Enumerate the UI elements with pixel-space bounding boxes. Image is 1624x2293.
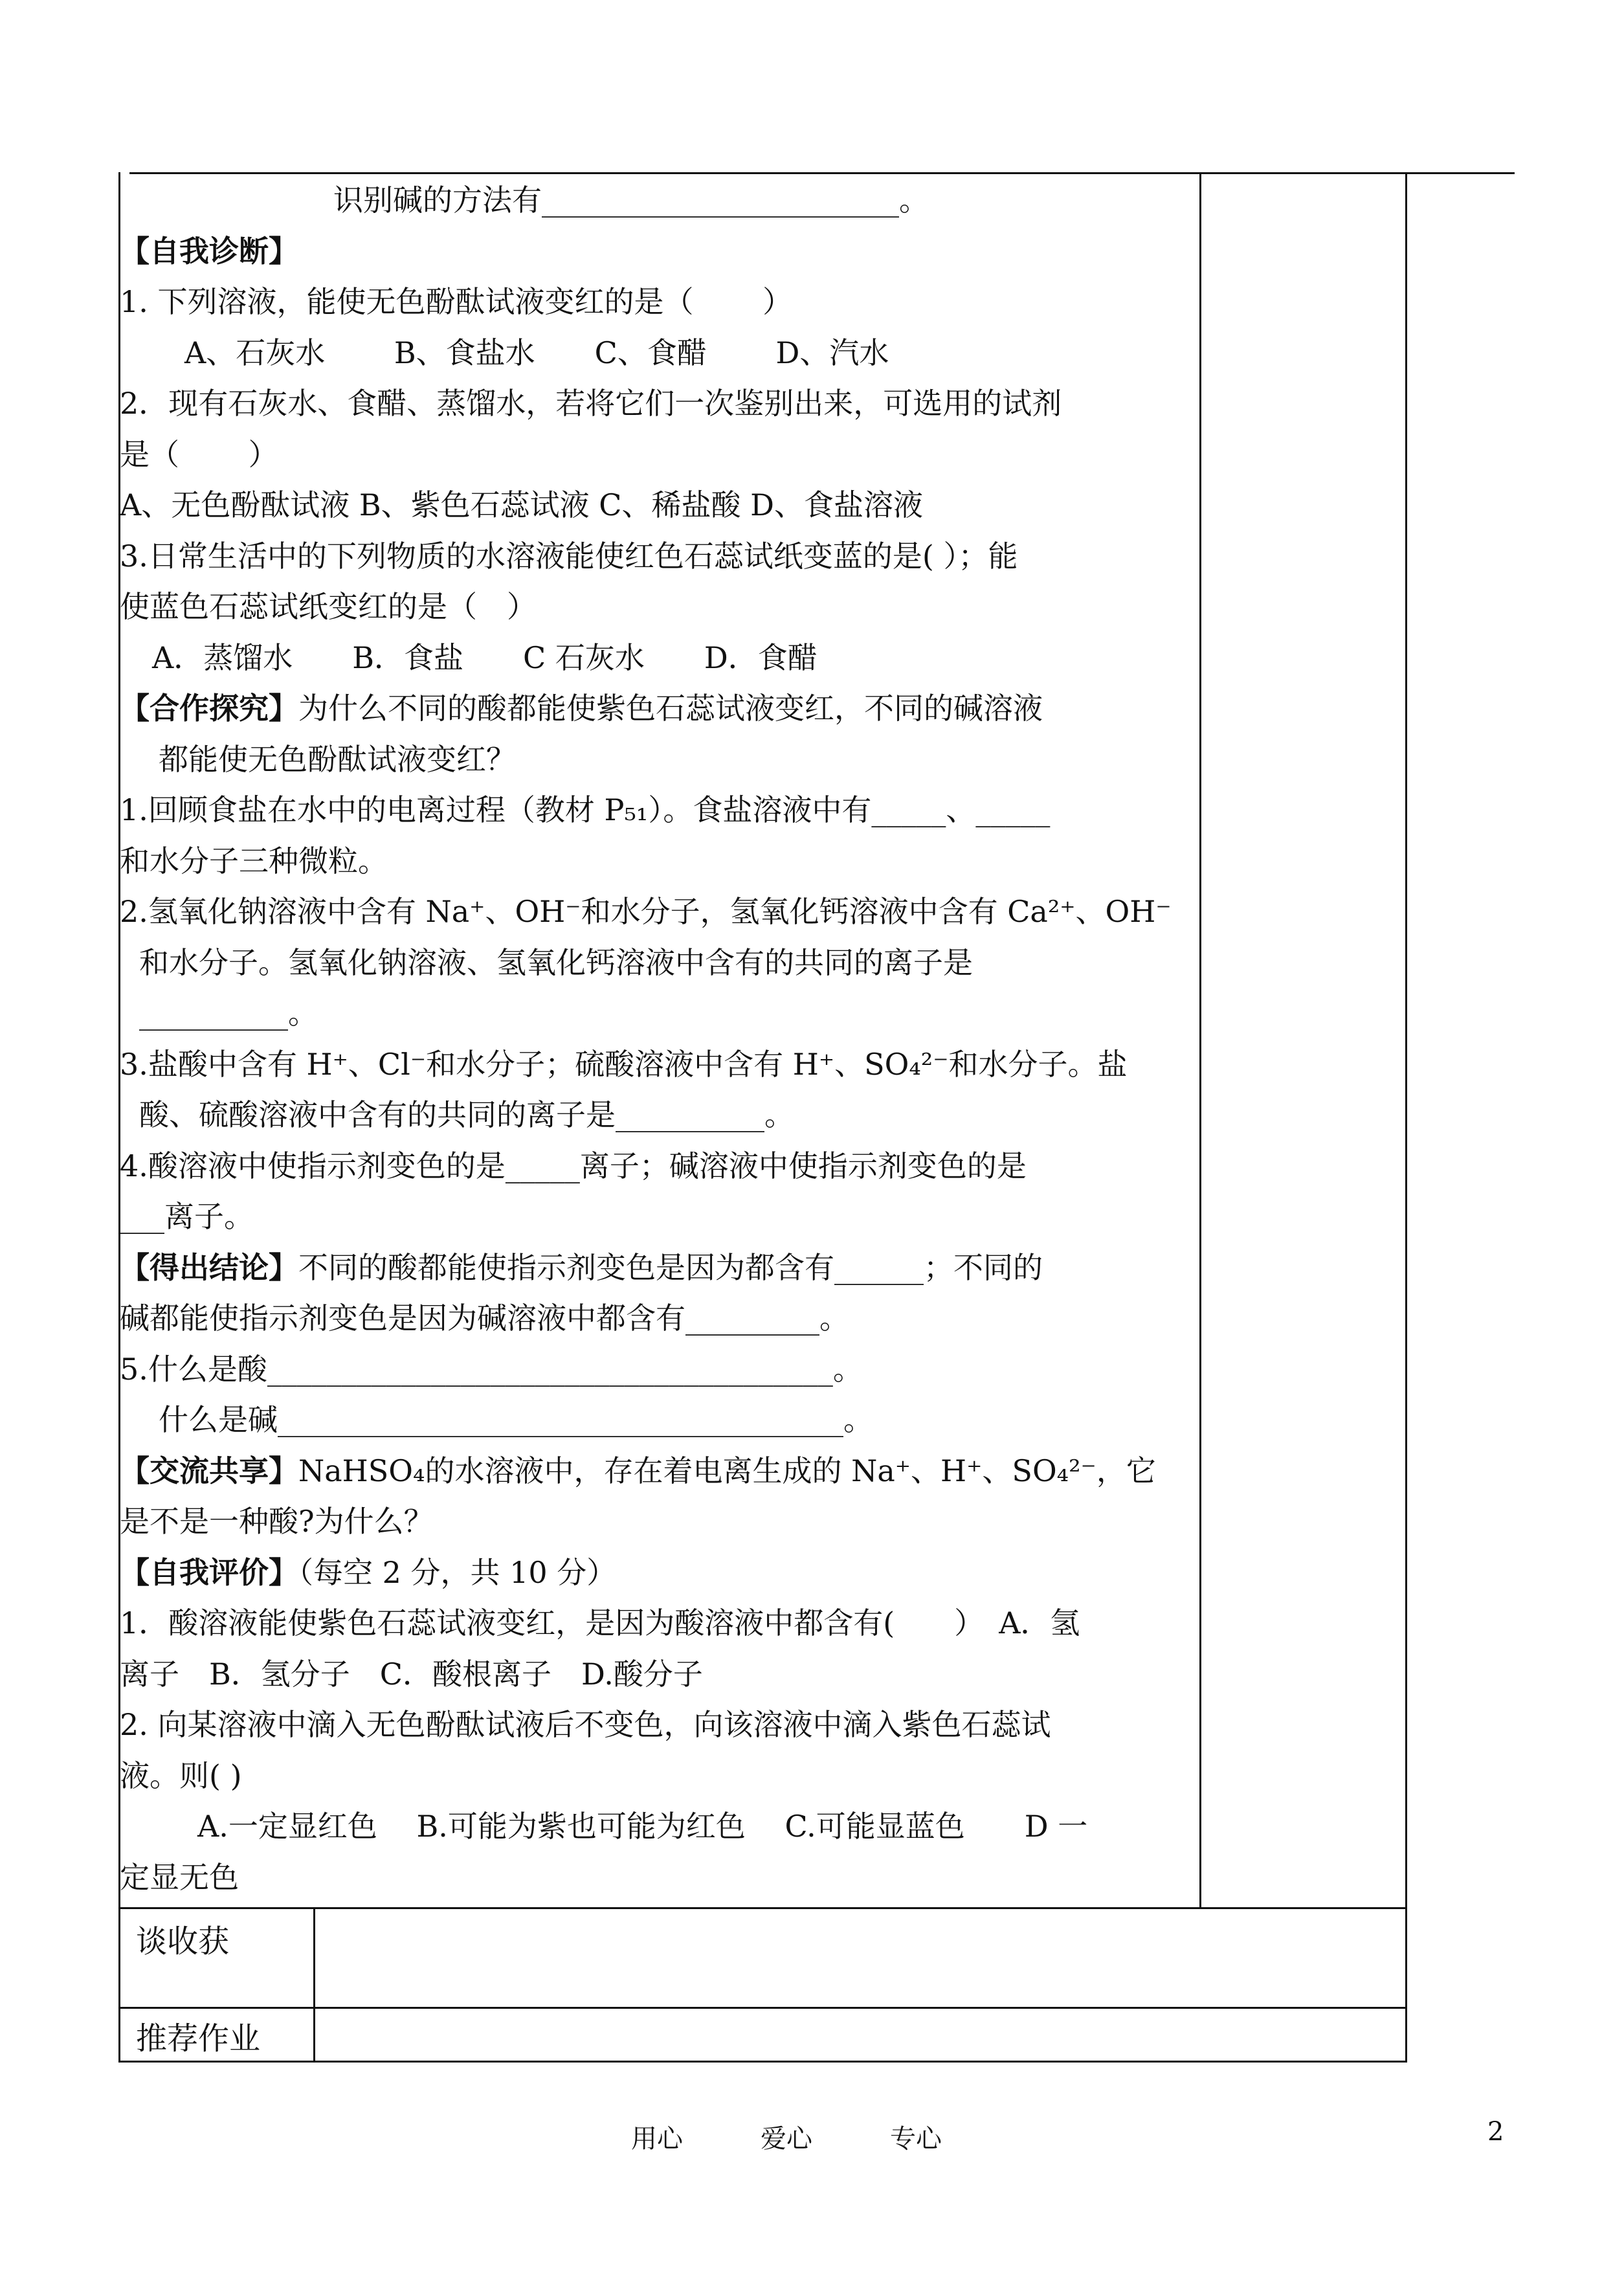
content-line: 4.酸溶液中使指示剂变色的是_____离子；碱溶液中使指示剂变色的是: [120, 1148, 1027, 1183]
content-line: 【自我诊断】: [120, 233, 298, 269]
content-line: 和水分子。氢氧化钠溶液、氢氧化钙溶液中含有的共同的离子是: [139, 945, 973, 980]
content-line: 都能使无色酚酞试液变红？: [159, 741, 516, 777]
content-line: A．蒸馏水 B．食盐 C 石灰水 D．食醋: [152, 640, 818, 675]
harvest-row-top-border: [118, 1907, 1407, 1909]
content-line: 和水分子三种微粒。: [120, 843, 388, 878]
content-line: 是（ ）: [120, 436, 278, 472]
section-heading-text: NaHSO₄的水溶液中，存在着电离生成的 Na⁺、H⁺、SO₄²⁻，它: [298, 1453, 1156, 1488]
section-heading-text: 不同的酸都能使指示剂变色是因为都含有______；不同的: [298, 1249, 1043, 1285]
homework-label: 推荐作业: [136, 2020, 261, 2057]
content-line: ___离子。: [120, 1199, 254, 1234]
content-line: [120, 1446, 1156, 1496]
section-heading: 【交流共享】: [120, 1453, 298, 1488]
content-line: 什么是碱______________________________________。: [159, 1402, 873, 1437]
content-line: 1．酸溶液能使紫色石蕊试液变红，是因为酸溶液中都含有( ） A．氢: [120, 1605, 1080, 1640]
section-heading-text: （每空 2 分，共 10 分）: [298, 1554, 617, 1590]
worksheet-content: [120, 175, 1197, 1903]
content-line: [120, 1547, 616, 1598]
content-line: 3.日常生活中的下列物质的水溶液能使红色石蕊试纸变蓝的是( ）；能: [120, 538, 1018, 574]
content-line: 识别碱的方法有________________________。: [333, 183, 929, 218]
section-heading: 【得出结论】: [120, 1249, 298, 1285]
page-number: 2: [1487, 2117, 1504, 2147]
content-line: 液。则( ): [120, 1758, 242, 1793]
content-line: A、无色酚酞试液 B、紫色石蕊试液 C、稀盐酸 D、食盐溶液: [120, 487, 923, 522]
content-line: [120, 683, 1043, 733]
section-heading: 【自我评价】: [120, 1554, 298, 1590]
content-line: 是不是一种酸?为什么？: [120, 1504, 434, 1539]
content-line: 使蓝色石蕊试纸变红的是（ ）: [120, 589, 537, 624]
content-line: 1.回顾食盐在水中的电离过程（教材 P₅₁）。食盐溶液中有_____、_____: [120, 792, 1051, 827]
section-heading: 【合作探究】: [120, 691, 298, 726]
content-line: 3.盐酸中含有 H⁺、Cl⁻和水分子；硫酸溶液中含有 H⁺、SO₄²⁻和水分子。盐: [120, 1046, 1128, 1082]
homework-row-top-border: [118, 2007, 1407, 2009]
footer-motto: 用心 爱心 专心: [631, 2124, 942, 2154]
content-line: 定显无色: [120, 1859, 239, 1895]
content-line: 酸、硫酸溶液中含有的共同的离子是__________。: [139, 1097, 794, 1132]
content-line: A.一定显红色 B.可能为紫也可能为红色 C.可能显蓝色 D 一: [197, 1809, 1088, 1844]
main-column-right-border: [1199, 172, 1201, 1908]
top-rule: [129, 172, 1515, 174]
content-line: [120, 1242, 1043, 1293]
harvest-label: 谈收获: [136, 1923, 230, 1960]
content-line: 5.什么是酸______________________________________。: [120, 1351, 863, 1387]
table-bottom-border: [118, 2061, 1407, 2063]
section-heading-text: 为什么不同的酸都能使紫色石蕊试液变红，不同的碱溶液: [298, 691, 1043, 726]
content-line: 2．现有石灰水、食醋、蒸馏水，若将它们一次鉴别出来，可选用的试剂: [120, 386, 1062, 421]
content-line: __________。: [139, 996, 318, 1031]
content-line: A、石灰水 B、食盐水 C、食醋 D、汽水: [184, 335, 889, 370]
label-column-border: [313, 1907, 315, 2063]
content-line: 1. 下列溶液，能使无色酚酞试液变红的是（ ）: [120, 284, 793, 319]
content-line: 2.氢氧化钠溶液中含有 Na⁺、OH⁻和水分子，氢氧化钙溶液中含有 Ca²⁺、OH⁻: [120, 894, 1172, 929]
table-right-border: [1405, 172, 1407, 2063]
content-line: 离子 B．氢分子 C．酸根离子 D.酸分子: [120, 1656, 703, 1692]
content-line: 碱都能使指示剂变色是因为碱溶液中都含有_________。: [120, 1301, 849, 1336]
content-line: 2. 向某溶液中滴入无色酚酞试液后不变色，向该溶液中滴入紫色石蕊试: [120, 1707, 1051, 1742]
